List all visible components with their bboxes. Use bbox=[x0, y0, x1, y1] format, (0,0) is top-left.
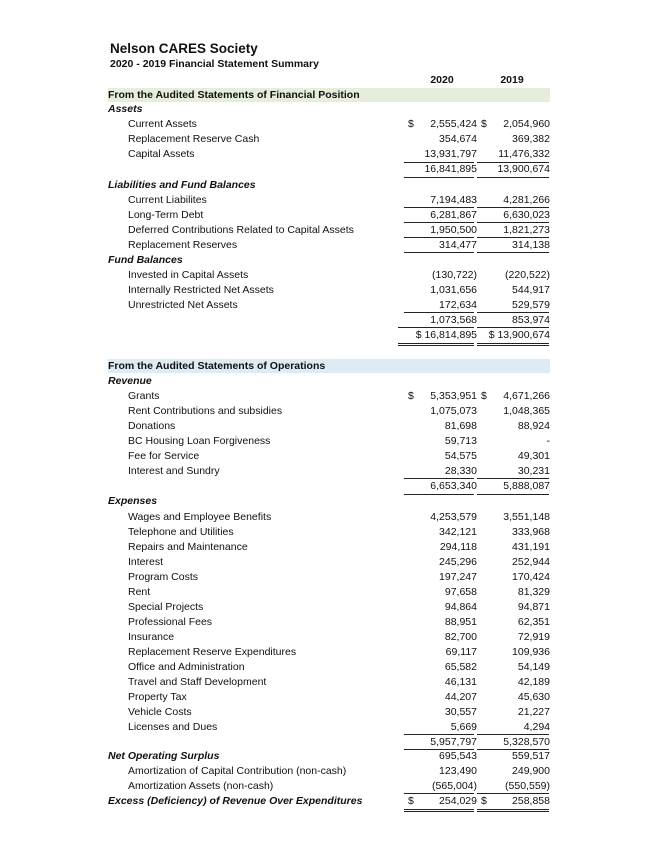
row-label: Licenses and Dues bbox=[128, 721, 218, 733]
value-2020: $ 16,814,895 bbox=[415, 329, 477, 341]
value-2019: 109,936 bbox=[512, 646, 550, 658]
dollar-sign-2019: $ bbox=[481, 795, 487, 807]
value-2019: - bbox=[546, 435, 550, 447]
row-label: Amortization of Capital Contribution (non-cash) bbox=[128, 765, 347, 777]
value-2020: 197,247 bbox=[439, 571, 477, 583]
asset-row bbox=[108, 147, 550, 162]
row-label: Invested in Capital Assets bbox=[128, 269, 249, 281]
expense-row bbox=[108, 675, 550, 690]
value-2019: 4,294 bbox=[523, 721, 550, 733]
expense-row bbox=[108, 630, 550, 645]
value-2019: 5,328,570 bbox=[503, 736, 550, 748]
expense-row bbox=[108, 735, 550, 750]
value-2020: 6,653,340 bbox=[430, 480, 477, 492]
value-2020: 69,117 bbox=[445, 646, 477, 658]
double-rule-2020 bbox=[404, 809, 474, 810]
expense-row bbox=[108, 615, 550, 630]
value-2020: 46,131 bbox=[444, 676, 477, 688]
value-2019: 49,301 bbox=[517, 450, 550, 462]
fund-row bbox=[108, 328, 550, 343]
value-2020: 44,207 bbox=[444, 691, 477, 703]
row-label: Current Assets bbox=[128, 118, 197, 130]
row-label: Donations bbox=[128, 420, 176, 432]
assets-heading bbox=[108, 102, 550, 117]
row-label: Capital Assets bbox=[128, 148, 195, 160]
row-label: Travel and Staff Development bbox=[128, 676, 267, 688]
row-label: Current Liabilites bbox=[128, 194, 207, 206]
value-2019: 559,517 bbox=[512, 750, 550, 762]
value-2019: 2,054,960 bbox=[503, 118, 550, 130]
value-2019: $ 13,900,674 bbox=[488, 329, 550, 341]
dollar-sign-2019: $ bbox=[481, 118, 487, 130]
value-2020: 2,555,424 bbox=[430, 118, 477, 130]
value-2020: (130,722) bbox=[432, 269, 477, 281]
revenue-row bbox=[108, 434, 550, 449]
double-rule-2020 bbox=[398, 343, 474, 344]
revenue-row bbox=[108, 449, 550, 464]
value-2020: 88,951 bbox=[444, 616, 477, 628]
value-2020: 59,713 bbox=[444, 435, 477, 447]
revenue-row bbox=[108, 464, 550, 479]
liabilities-heading-label: Liabilities and Fund Balances bbox=[108, 179, 256, 191]
value-2019: 13,900,674 bbox=[497, 163, 550, 175]
value-2020: 6,281,867 bbox=[430, 209, 477, 221]
dollar-sign-2020: $ bbox=[408, 390, 414, 402]
value-2020: 294,118 bbox=[439, 541, 477, 553]
value-2019: 369,382 bbox=[512, 133, 550, 145]
double-rule-2019 bbox=[477, 809, 549, 810]
statement-subtitle: 2020 - 2019 Financial Statement Summary bbox=[110, 58, 319, 70]
value-2020: 254,029 bbox=[439, 795, 477, 807]
row-label: Amortization Assets (non-cash) bbox=[128, 780, 274, 792]
expense-row bbox=[108, 705, 550, 720]
column-header-2019: 2019 bbox=[500, 74, 524, 86]
row-label: Unrestricted Net Assets bbox=[128, 299, 238, 311]
asset-row bbox=[108, 117, 550, 132]
value-2020: 5,353,951 bbox=[430, 390, 477, 402]
amortization-row bbox=[108, 764, 550, 779]
value-2020: 65,582 bbox=[444, 661, 477, 673]
value-2020: 94,864 bbox=[444, 601, 477, 613]
value-2020: 314,477 bbox=[439, 239, 477, 251]
liability-row bbox=[108, 223, 550, 238]
value-2019: (550,559) bbox=[505, 780, 550, 792]
row-label: Interest bbox=[128, 556, 164, 568]
value-2020: 4,253,579 bbox=[430, 511, 477, 523]
value-2019: 81,329 bbox=[517, 586, 550, 598]
revenue-row bbox=[108, 389, 550, 404]
value-2020: 695,543 bbox=[439, 750, 477, 762]
value-2020: (565,004) bbox=[432, 780, 477, 792]
value-2019: 529,579 bbox=[512, 299, 550, 311]
row-label: Program Costs bbox=[128, 571, 199, 583]
position-section-title-label: From the Audited Statements of Financial Position bbox=[108, 89, 360, 101]
value-2020: 1,031,656 bbox=[430, 284, 477, 296]
double-rule-2020 bbox=[398, 345, 474, 346]
value-2020: 342,121 bbox=[439, 526, 477, 538]
value-2019: 11,476,332 bbox=[498, 148, 550, 160]
row-label: Net Operating Surplus bbox=[108, 750, 220, 762]
value-2019: 1,821,273 bbox=[503, 224, 550, 236]
expense-row bbox=[108, 570, 550, 585]
expense-row bbox=[108, 525, 550, 540]
row-label: Vehicle Costs bbox=[128, 706, 192, 718]
value-2019: 45,630 bbox=[517, 691, 550, 703]
row-label: Wages and Employee Benefits bbox=[128, 511, 272, 523]
row-label: BC Housing Loan Forgiveness bbox=[128, 435, 271, 447]
operations-section-title bbox=[108, 359, 550, 374]
assets-heading-label: Assets bbox=[108, 103, 143, 115]
fund-balances-heading bbox=[108, 253, 550, 268]
expense-row bbox=[108, 585, 550, 600]
excess-revenue-row bbox=[108, 794, 550, 809]
liability-row bbox=[108, 238, 550, 253]
value-2019: (220,522) bbox=[505, 269, 550, 281]
revenue-heading bbox=[108, 374, 550, 389]
value-2020: 354,674 bbox=[439, 133, 477, 145]
value-2019: 72,919 bbox=[517, 631, 550, 643]
row-label: Internally Restricted Net Assets bbox=[128, 284, 274, 296]
position-section-title bbox=[108, 88, 550, 103]
row-label: Telephone and Utilities bbox=[128, 526, 234, 538]
value-2019: 6,630,023 bbox=[503, 209, 550, 221]
value-2019: 258,858 bbox=[512, 795, 550, 807]
dollar-sign-2020: $ bbox=[408, 795, 414, 807]
revenue-heading-label: Revenue bbox=[108, 375, 152, 387]
expense-row bbox=[108, 600, 550, 615]
value-2020: 1,950,500 bbox=[430, 224, 477, 236]
value-2019: 4,671,266 bbox=[503, 390, 550, 402]
organization-name: Nelson CARES Society bbox=[110, 41, 258, 56]
value-2020: 123,490 bbox=[439, 765, 477, 777]
value-2019: 170,424 bbox=[512, 571, 550, 583]
value-2020: 30,557 bbox=[444, 706, 477, 718]
value-2019: 431,191 bbox=[512, 541, 550, 553]
row-label: Rent bbox=[128, 586, 151, 598]
row-label: Replacement Reserves bbox=[128, 239, 238, 251]
row-label: Replacement Reserve Expenditures bbox=[128, 646, 297, 658]
row-label: Grants bbox=[128, 390, 160, 402]
expense-row bbox=[108, 555, 550, 570]
row-label: Insurance bbox=[128, 631, 175, 643]
expense-row bbox=[108, 720, 550, 735]
revenue-row bbox=[108, 479, 550, 494]
value-2019: 314,138 bbox=[512, 239, 550, 251]
value-2020: 172,634 bbox=[439, 299, 477, 311]
amortization-row bbox=[108, 779, 550, 794]
value-2019: 4,281,266 bbox=[503, 194, 550, 206]
liability-row bbox=[108, 208, 550, 223]
value-2020: 28,330 bbox=[444, 465, 477, 477]
fund-row bbox=[108, 268, 550, 283]
expense-row bbox=[108, 510, 550, 525]
double-rule-2019 bbox=[477, 345, 549, 346]
value-2020: 1,075,073 bbox=[430, 405, 477, 417]
double-rule-2020 bbox=[404, 811, 474, 812]
liabilities-heading bbox=[108, 178, 550, 193]
asset-row bbox=[108, 132, 550, 147]
value-2019: 94,871 bbox=[517, 601, 550, 613]
value-2020: 13,931,797 bbox=[424, 148, 477, 160]
row-label: Rent Contributions and subsidies bbox=[128, 405, 283, 417]
expense-row bbox=[108, 645, 550, 660]
net-operating-surplus-row bbox=[108, 749, 550, 764]
fund-row bbox=[108, 298, 550, 313]
fund-row bbox=[108, 283, 550, 298]
expense-row bbox=[108, 690, 550, 705]
value-2019: 54,149 bbox=[517, 661, 550, 673]
expenses-heading bbox=[108, 494, 550, 509]
row-label: Property Tax bbox=[128, 691, 187, 703]
column-header-2020: 2020 bbox=[430, 74, 454, 86]
value-2020: 1,073,568 bbox=[430, 314, 477, 326]
value-2019: 333,968 bbox=[512, 526, 550, 538]
value-2019: 853,974 bbox=[512, 314, 550, 326]
value-2019: 1,048,365 bbox=[503, 405, 550, 417]
value-2020: 5,957,797 bbox=[430, 736, 477, 748]
row-label: Deferred Contributions Related to Capital Assets bbox=[128, 224, 354, 236]
value-2019: 62,351 bbox=[517, 616, 550, 628]
value-2019: 249,900 bbox=[512, 765, 550, 777]
revenue-row bbox=[108, 404, 550, 419]
value-2020: 54,575 bbox=[444, 450, 477, 462]
row-label: Professional Fees bbox=[128, 616, 213, 628]
expense-row bbox=[108, 660, 550, 675]
value-2019: 30,231 bbox=[517, 465, 550, 477]
value-2020: 7,194,483 bbox=[430, 194, 477, 206]
row-label: Special Projects bbox=[128, 601, 204, 613]
double-rule-2019 bbox=[477, 811, 549, 812]
fund-balances-heading-label: Fund Balances bbox=[108, 254, 183, 266]
row-label: Repairs and Maintenance bbox=[128, 541, 248, 553]
row-label: Interest and Sundry bbox=[128, 465, 220, 477]
value-2019: 42,189 bbox=[517, 676, 550, 688]
revenue-row bbox=[108, 419, 550, 434]
value-2019: 3,551,148 bbox=[503, 511, 550, 523]
row-label: Fee for Service bbox=[128, 450, 200, 462]
value-2020: 82,700 bbox=[444, 631, 477, 643]
value-2020: 16,841,895 bbox=[424, 163, 477, 175]
value-2020: 5,669 bbox=[450, 721, 477, 733]
row-label: Replacement Reserve Cash bbox=[128, 133, 260, 145]
value-2019: 5,888,087 bbox=[503, 480, 550, 492]
fund-row bbox=[108, 313, 550, 328]
double-rule-2019 bbox=[477, 343, 549, 344]
value-2020: 97,658 bbox=[444, 586, 477, 598]
value-2019: 544,917 bbox=[512, 284, 550, 296]
value-2019: 88,924 bbox=[517, 420, 550, 432]
row-label: Long-Term Debt bbox=[128, 209, 204, 221]
value-2019: 21,227 bbox=[517, 706, 550, 718]
dollar-sign-2020: $ bbox=[408, 118, 414, 130]
row-label: Excess (Deficiency) of Revenue Over Expenditures bbox=[108, 795, 363, 807]
value-2019: 252,944 bbox=[512, 556, 550, 568]
value-2020: 245,296 bbox=[439, 556, 477, 568]
dollar-sign-2019: $ bbox=[481, 390, 487, 402]
liability-row bbox=[108, 193, 550, 208]
expense-row bbox=[108, 540, 550, 555]
row-label: Office and Administration bbox=[128, 661, 245, 673]
asset-row bbox=[108, 162, 550, 177]
operations-section-title-label: From the Audited Statements of Operations bbox=[108, 360, 326, 372]
value-2020: 81,698 bbox=[444, 420, 477, 432]
expenses-heading-label: Expenses bbox=[108, 495, 158, 507]
